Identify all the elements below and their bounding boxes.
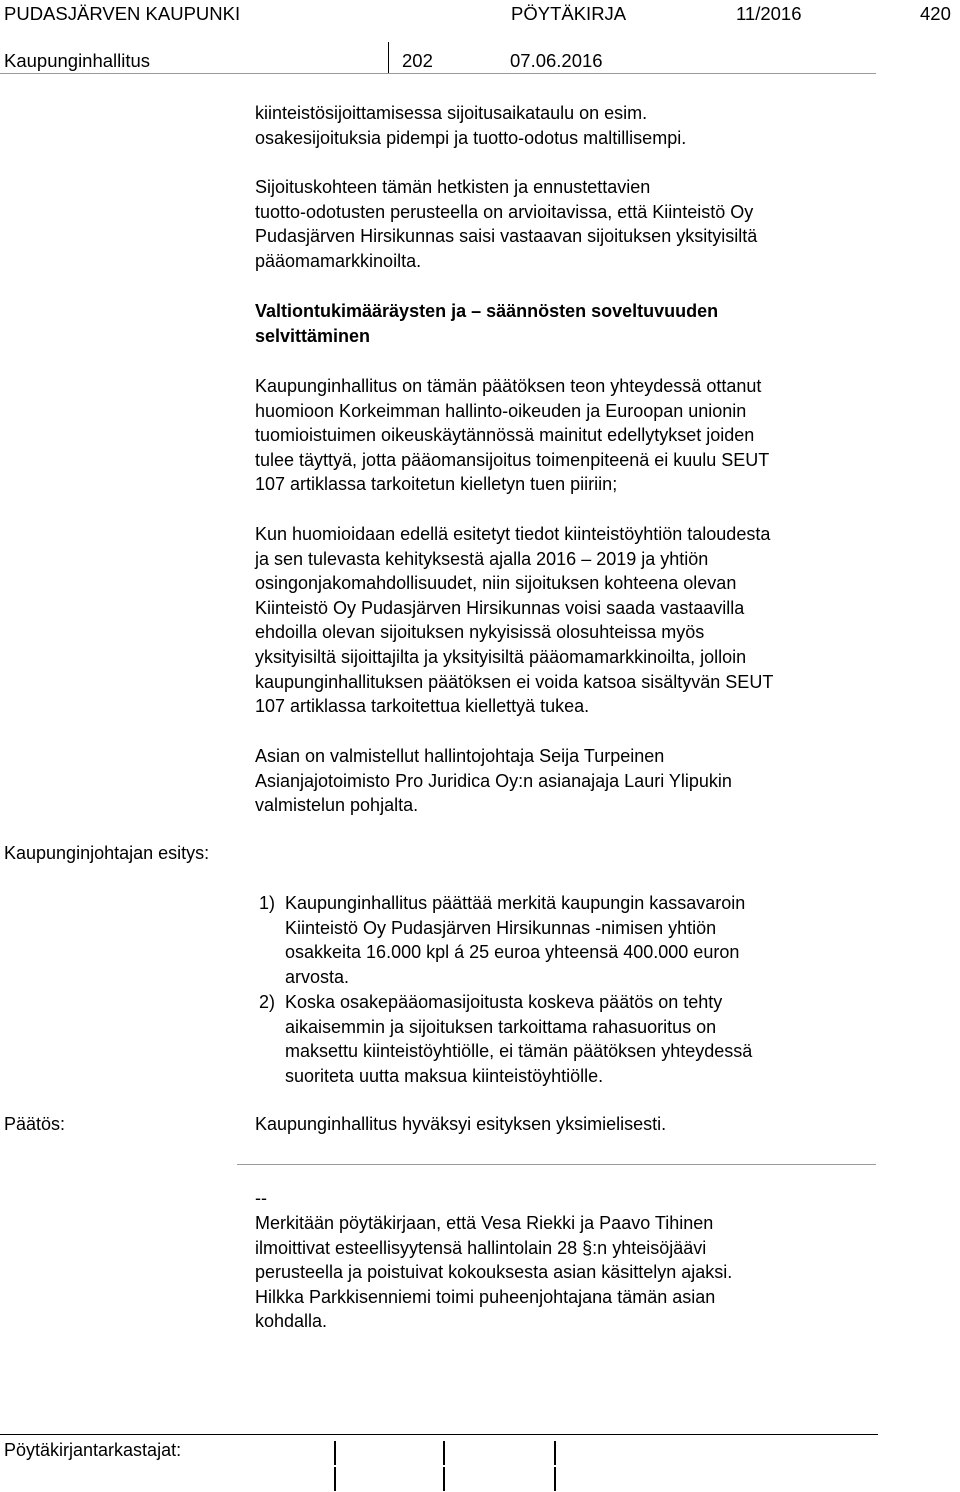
- paragraph-1: [255, 101, 875, 150]
- section-heading: [255, 299, 875, 348]
- paragraph-2: [255, 175, 875, 273]
- note-dash: --: [255, 1188, 267, 1208]
- proposal-item-2-number: 2): [259, 992, 276, 1012]
- text-line: osingonjakomahdollisuudet, niin sijoituksen kohteena olevan: [255, 573, 737, 594]
- text-line: osakkeita 16.000 kpl á 25 euroa yhteensä 400.000 euron: [285, 942, 740, 963]
- text-line: Kaupunginhallitus on tämän päätöksen teon yhteydessä ottanut: [255, 376, 762, 396]
- header-rule: [0, 73, 876, 74]
- text-line: Sijoituskohteen tämän hetkisten ja ennustettavien: [255, 177, 651, 197]
- text-line: kiinteistösijoittamisessa sijoitusaikataulu on esim.: [255, 103, 648, 123]
- signature-line: [334, 1441, 336, 1465]
- text-line: tuotto-odotusten perusteella on arvioitavissa, että Kiinteistö Oy: [255, 201, 754, 222]
- text-line: Kiinteistö Oy Pudasjärven Hirsikunnas -nimisen yhtiön: [285, 917, 717, 938]
- text-line: Pudasjärven Hirsikunnas saisi vastaavan sijoituksen yksityisiltä: [255, 226, 758, 247]
- issue-number: 11/2016: [736, 3, 802, 24]
- proposal-item-1: [285, 891, 745, 989]
- text-line: ilmoittivat esteellisyytensä hallintolain 28 §:n yhteisöjäävi: [255, 1237, 707, 1258]
- footer-rule: [0, 1434, 878, 1435]
- signature-line: [554, 1467, 556, 1491]
- text-line: Merkitään pöytäkirjaan, että Vesa Riekki ja Paavo Tihinen: [255, 1213, 714, 1233]
- decision-text: Kaupunginhallitus hyväksyi esityksen yksimielisesti.: [255, 1114, 667, 1134]
- text-line: aikaisemmin ja sijoituksen tarkoittama rahasuoritus on: [285, 1016, 717, 1037]
- heading-line: selvittäminen: [255, 325, 371, 346]
- text-line: ja sen tulevasta kehityksestä ajalla 2016 – 2019 ja yhtiön: [255, 548, 709, 569]
- text-line: maksettu kiinteistöyhtiölle, ei tämän päätöksen yhteydessä: [285, 1041, 753, 1062]
- text-line: yksityisiltä sijoittajilta ja yksityisiltä pääomamarkkinoilta, jolloin: [255, 646, 747, 667]
- signature-line: [554, 1441, 556, 1465]
- text-line: kaupunginhallituksen päätöksen ei voida katsoa sisältyvän SEUT: [255, 671, 774, 692]
- text-line: 107 artiklassa tarkoitettua kiellettyä tukea.: [255, 696, 590, 717]
- text-line: Asianjajotoimisto Pro Juridica Oy:n asianajaja Lauri Ylipukin: [255, 770, 732, 791]
- text-line: Kaupunginhallitus päättää merkitä kaupungin kassavaroin: [285, 893, 746, 913]
- proposal-item-2: [285, 990, 752, 1088]
- document-type: PÖYTÄKIRJA: [511, 3, 627, 24]
- text-line: Asian on valmistellut hallintojohtaja Seija Turpeinen: [255, 746, 665, 766]
- signature-line: [334, 1467, 336, 1491]
- section-marker: [388, 42, 389, 74]
- paragraph-3: [255, 374, 875, 497]
- text-line: perusteella ja poistuivat kokouksesta asian käsittelyn ajaksi.: [255, 1262, 733, 1283]
- body-name: Kaupunginhallitus: [4, 50, 151, 71]
- text-line: ehdoilla olevan sijoituksen nykyisissä olosuhteissa myös: [255, 622, 705, 643]
- paragraph-5: [255, 744, 875, 818]
- section-number: 202: [402, 50, 433, 71]
- decision-rule: [237, 1164, 876, 1165]
- reviewers-label: Pöytäkirjantarkastajat:: [4, 1440, 182, 1460]
- decision-label: Päätös:: [4, 1114, 66, 1134]
- paragraph-4: [255, 522, 875, 719]
- text-line: suoriteta uutta maksua kiinteistöyhtiölle.: [285, 1065, 604, 1086]
- text-line: osakesijoituksia pidempi ja tuotto-odotus maltillisempi.: [255, 127, 687, 148]
- signature-line: [443, 1441, 445, 1465]
- text-line: 107 artiklassa tarkoitetun kielletyn tuen piiriin;: [255, 474, 618, 495]
- proposal-item-1-number: 1): [259, 893, 276, 913]
- meeting-date: 07.06.2016: [510, 50, 603, 71]
- text-line: kohdalla.: [255, 1311, 328, 1332]
- heading-line: Valtiontukimääräysten ja – säännösten soveltuvuuden: [255, 301, 719, 321]
- text-line: tulee täyttyä, jotta pääomansijoitus toimenpiteenä ei kuulu SEUT: [255, 449, 770, 470]
- text-line: valmistelun pohjalta.: [255, 795, 419, 816]
- text-line: Kiinteistö Oy Pudasjärven Hirsikunnas voisi saada vastaavilla: [255, 597, 745, 618]
- signature-line: [443, 1467, 445, 1491]
- text-line: Kun huomioidaan edellä esitetyt tiedot kiinteistöyhtiön taloudesta: [255, 524, 771, 544]
- proposal-label: Kaupunginjohtajan esitys:: [4, 843, 210, 863]
- page-number: 420: [920, 3, 951, 24]
- text-line: arvosta.: [285, 966, 350, 987]
- text-line: Koska osakepääomasijoitusta koskeva päätös on tehty: [285, 992, 723, 1012]
- text-line: pääomamarkkinoilta.: [255, 250, 422, 271]
- note-paragraph: [255, 1211, 875, 1334]
- text-line: tuomioistuimen oikeuskäytännössä mainitut edellytykset joiden: [255, 425, 755, 446]
- text-line: Hilkka Parkkisenniemi toimi puheenjohtajana tämän asian: [255, 1286, 716, 1307]
- text-line: huomioon Korkeimman hallinto-oikeuden ja Euroopan unionin: [255, 400, 747, 421]
- organization-name: PUDASJÄRVEN KAUPUNKI: [4, 3, 241, 24]
